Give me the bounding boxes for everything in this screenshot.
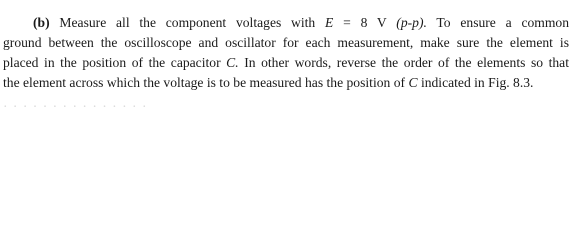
cutoff-text-fragment: · · · · · · · · · · · · · · · <box>3 99 148 114</box>
instruction-paragraph <box>3 13 569 93</box>
part-label: (b) <box>33 15 50 30</box>
paragraph-line-1: (b) Measure all the component voltages with E = 8 V (p-p). To ensure a common <box>33 15 570 30</box>
paragraph-line-3: placed in the position of the capacitor C. In other words, reverse the order of the elements so that <box>3 55 569 70</box>
paragraph-line-2: ground between the oscilloscope and oscillator for each measurement, make sure the element is <box>3 35 569 50</box>
paragraph-line-4: the element across which the voltage is to be measured has the position of C indicated in Fig. 8.3. <box>3 75 534 90</box>
